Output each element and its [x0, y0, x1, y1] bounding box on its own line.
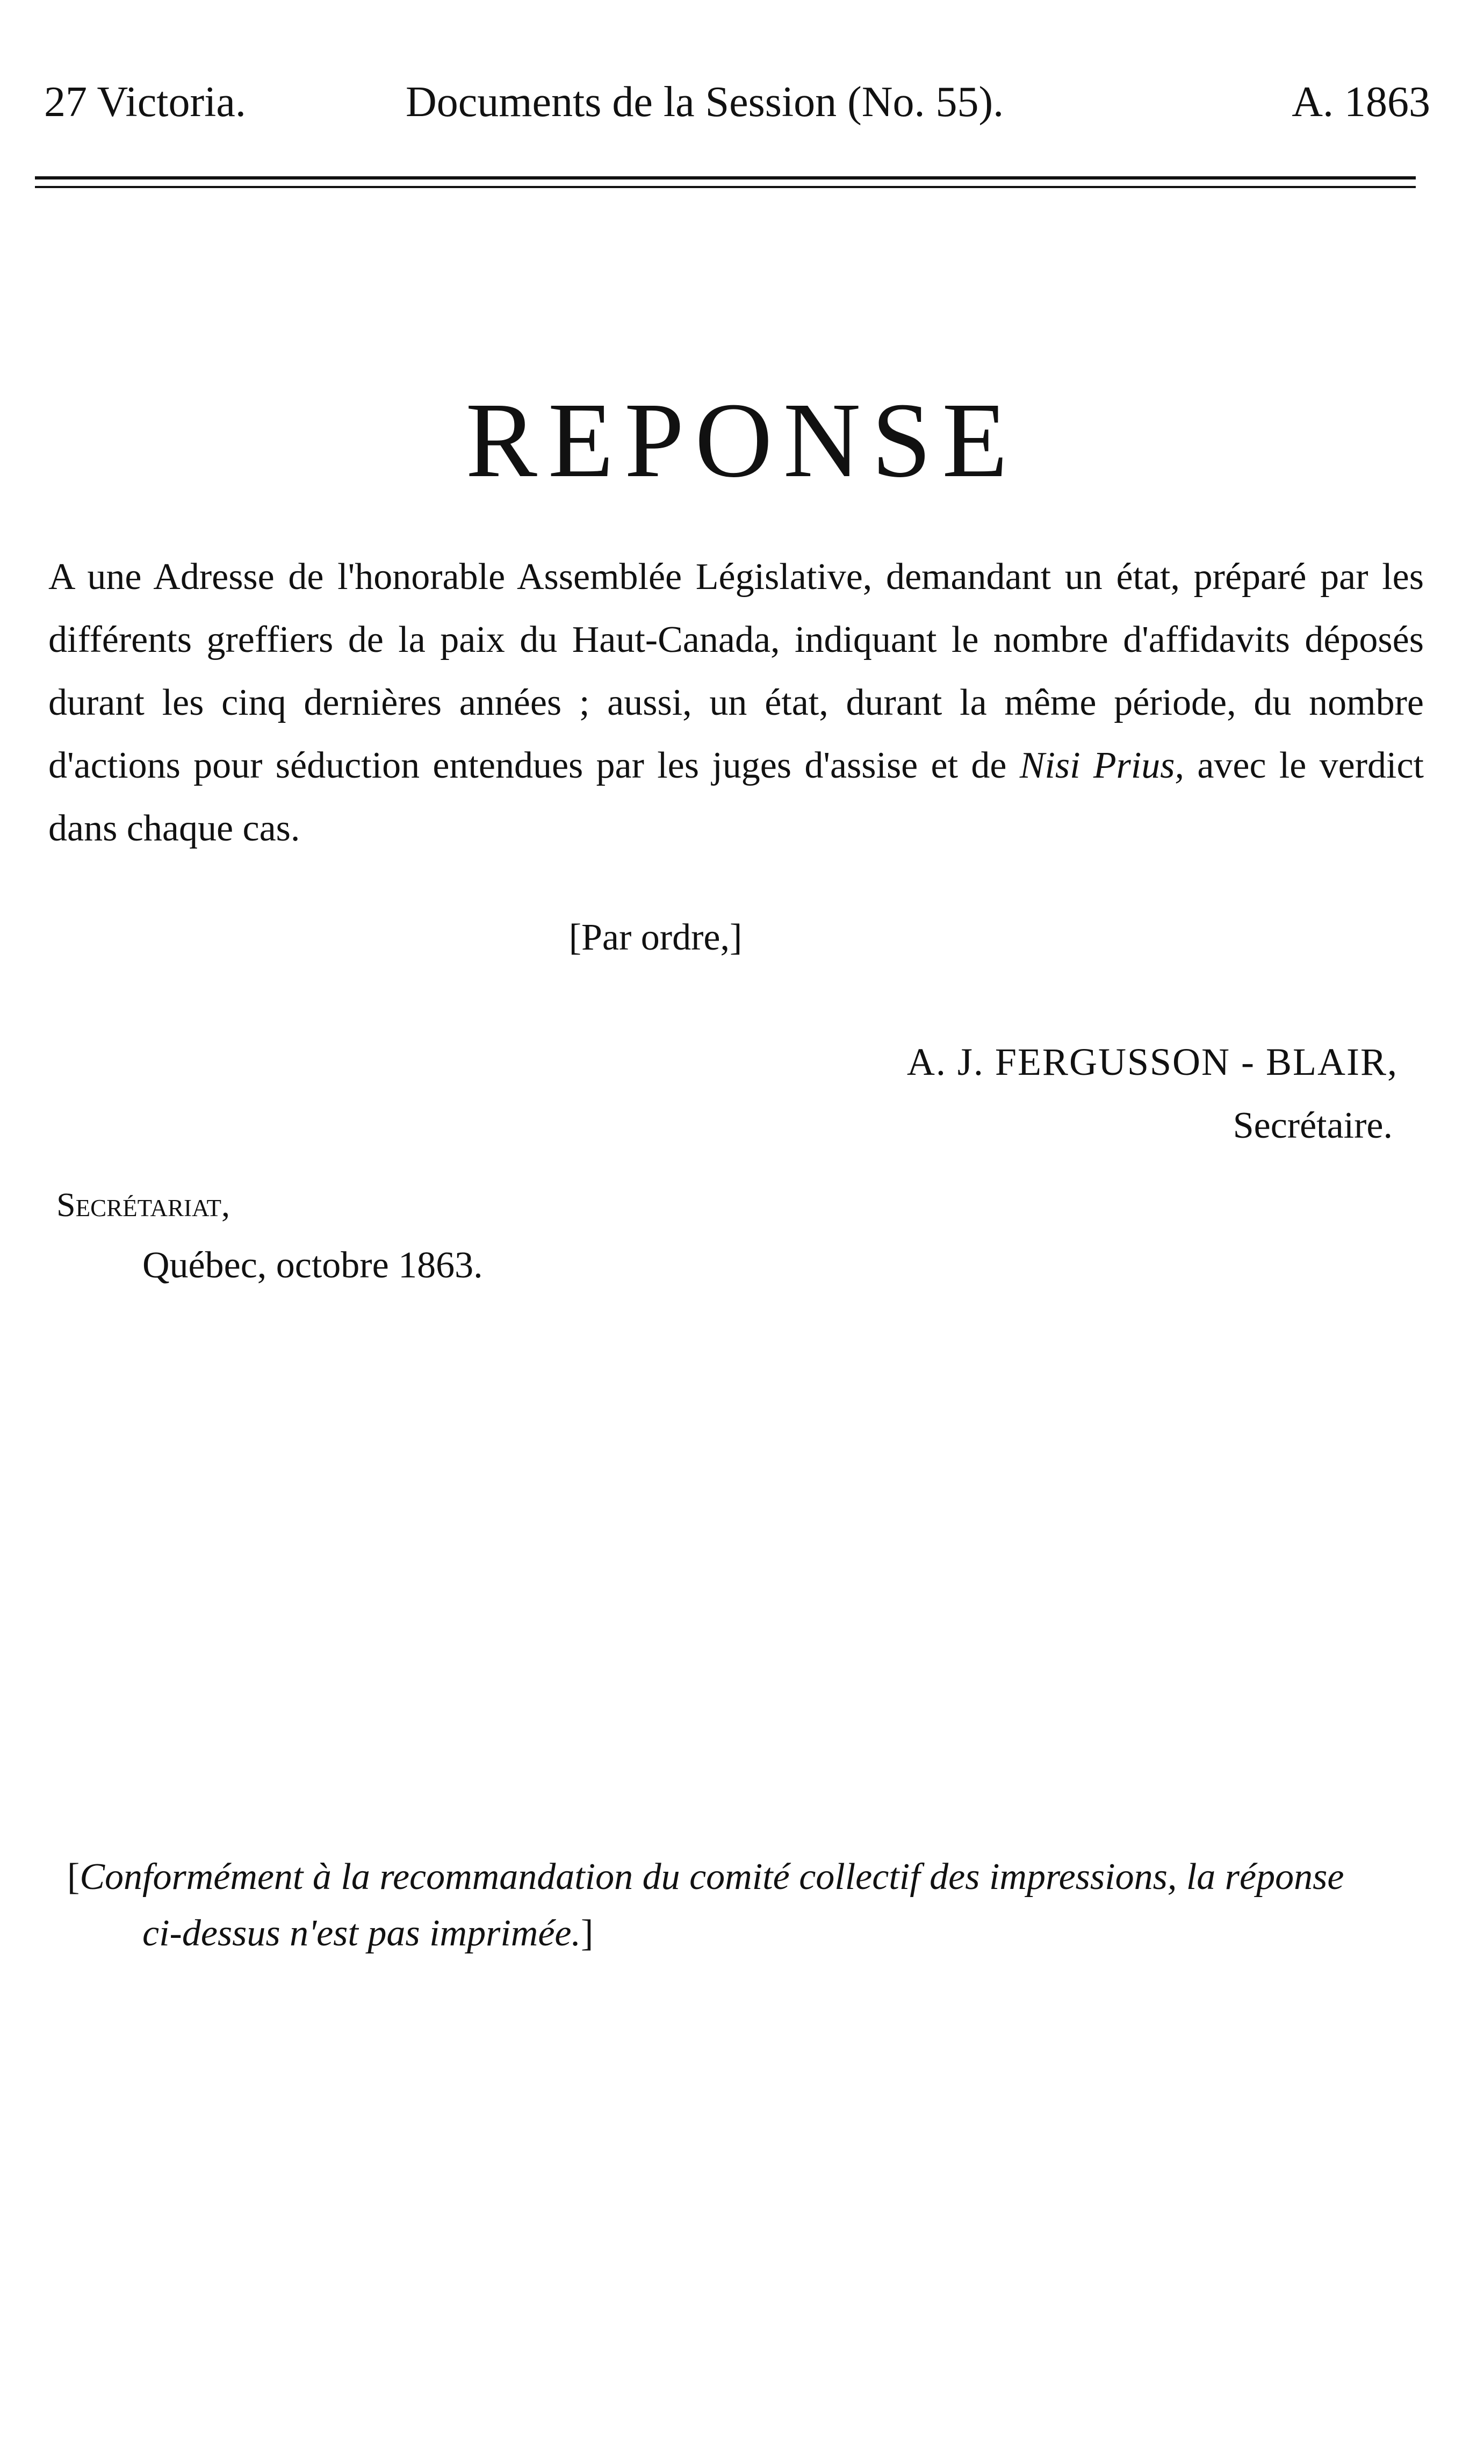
office-name: Secrétariat,: [56, 1186, 230, 1224]
printing-note: [67, 1849, 1437, 1962]
note-open-bracket: [: [67, 1856, 80, 1898]
body-italic-text: Nisi Prius,: [1019, 745, 1185, 786]
signer-name: A. J. FERGUSSON - BLAIR,: [906, 1040, 1398, 1083]
note-line-2: ci-dessus n'est pas imprimée.: [142, 1913, 581, 1954]
header-center: Documents de la Session (No. 55).: [406, 78, 1004, 126]
header-rule-thick: [35, 176, 1416, 179]
signer-title: Secrétaire.: [1233, 1105, 1393, 1146]
place-date: Québec, octobre 1863.: [142, 1245, 483, 1286]
page-title: REPONSE: [465, 381, 1019, 500]
header-right: A. 1863: [1292, 78, 1430, 126]
note-close-bracket: ]: [580, 1913, 594, 1954]
body-paragraph: [48, 545, 1424, 860]
note-line-1: Conformément à la recommandation du comité collectif des impressions, la réponse: [80, 1856, 1344, 1898]
body-end-text: avec le verdict dans chaque cas.: [48, 745, 1424, 849]
header-left: 27 Victoria.: [44, 78, 246, 126]
order-line: [Par ordre,]: [568, 917, 743, 958]
body-main-text: A une Adresse de l'honorable Assemblée Législative, demandant un état, préparé par les différents greffiers de la paix du Haut-Canada, indiquant le nombre d'affidavits déposés durant les cinq dernières années ; aussi, un état, durant la même période, du nombre d'actions pour séduction entendues par les juges d'assise et de: [48, 556, 1424, 786]
header-rule-thin: [35, 186, 1416, 188]
